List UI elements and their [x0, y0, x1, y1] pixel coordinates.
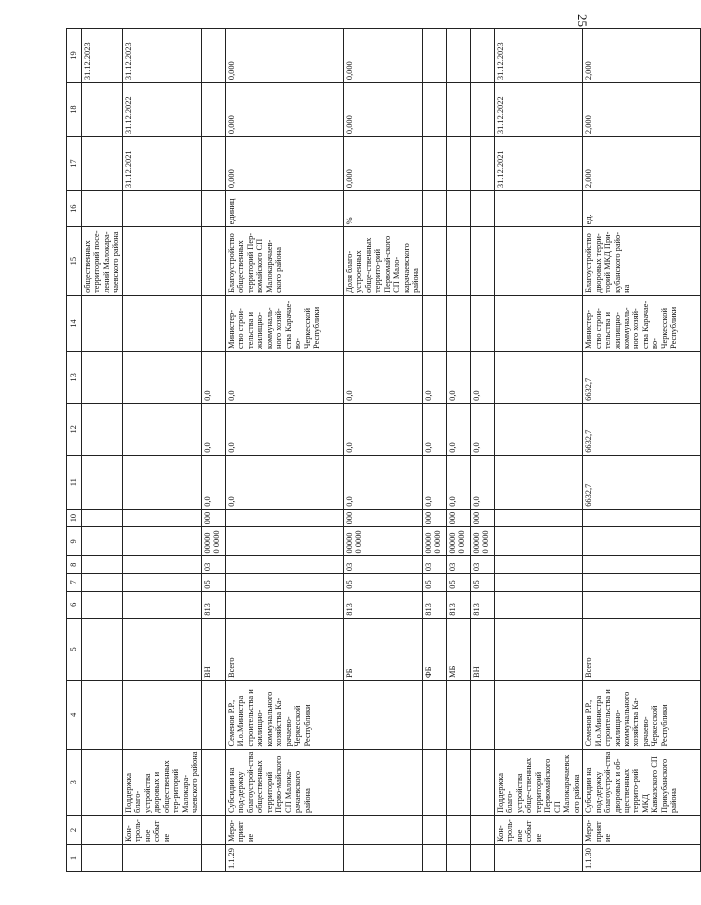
table-cell	[82, 574, 123, 592]
table-cell: единиц	[225, 191, 343, 227]
table-cell: Семенов Р.Р., И.о.Министра строительства и жилищно-коммунального хозяйства Ка-рачаево-Черкесской Республики	[225, 681, 343, 750]
table-cell	[225, 509, 343, 527]
table-cell: 03	[470, 556, 494, 574]
table-cell	[82, 295, 123, 351]
table-row	[583, 29, 701, 872]
table-cell: 05	[201, 574, 225, 592]
table-cell: 0,0	[422, 351, 446, 403]
col-header: 13	[67, 351, 82, 403]
table-cell	[122, 574, 201, 592]
col-header: 14	[67, 295, 82, 351]
table-cell: 000000 0000	[201, 527, 225, 556]
table-cell: Благоустройство общественных территорий Пер-вомайского СП Малокарачаев-ского района	[225, 227, 343, 296]
table-cell	[494, 191, 582, 227]
table-cell	[201, 29, 225, 83]
table-cell	[583, 574, 701, 592]
table-cell: 0,0	[446, 403, 470, 455]
col-header: 17	[67, 137, 82, 191]
table-cell: 0,0	[470, 403, 494, 455]
table-cell: 6632,7	[583, 351, 701, 403]
table-cell	[446, 295, 470, 351]
col-header: 4	[67, 681, 82, 750]
table-cell: 05	[422, 574, 446, 592]
table-cell: 2,000	[583, 137, 701, 191]
table-cell	[494, 845, 582, 872]
table-cell: Субсидии на под-держку благоустрой-ства общественных территорий Перво-майского СП Малока-рачаевского района	[225, 749, 343, 815]
col-header: 10	[67, 509, 82, 527]
table-cell: 813	[446, 591, 470, 618]
table-cell: Кон-троль-ное событие	[122, 815, 201, 844]
table-cell: 31.12.2021	[122, 137, 201, 191]
table-cell	[422, 83, 446, 137]
table-cell: 000	[343, 509, 422, 527]
table-cell	[122, 227, 201, 296]
table-cell	[82, 815, 123, 844]
table-cell	[470, 29, 494, 83]
table-cell: 000	[470, 509, 494, 527]
table-cell	[583, 556, 701, 574]
table-cell: 0,0	[343, 351, 422, 403]
table-cell	[343, 815, 422, 844]
table-cell: ВН	[201, 618, 225, 680]
table-cell	[201, 815, 225, 844]
table-cell	[225, 574, 343, 592]
table-cell: 000	[201, 509, 225, 527]
table-cell: 31.12.2023	[494, 29, 582, 83]
table-cell: 31.12.2023	[82, 29, 123, 83]
table-cell	[122, 351, 201, 403]
table-cell: 1.1.29	[225, 845, 343, 872]
table-cell	[82, 618, 123, 680]
table-cell	[82, 83, 123, 137]
table-cell: 0,0	[422, 403, 446, 455]
table-cell	[201, 137, 225, 191]
table-cell	[82, 455, 123, 509]
table-cell: Поддержка благо-устройства обще-ственных территорий Первомайского СП Малокарачаевского района	[494, 749, 582, 815]
table-row	[494, 29, 582, 872]
table-cell: 000	[422, 509, 446, 527]
table-cell: общественных территорий посе-лений Малокара-чаевского района	[82, 227, 123, 296]
table-cell: 0,0	[422, 455, 446, 509]
page-number: 25	[575, 14, 590, 27]
table-cell: 05	[470, 574, 494, 592]
table-cell	[225, 527, 343, 556]
table-cell: Субсидии на под-держку благоустрой-ства дворовых и об-щественных террито-рий МКД Кавказского СП Прикубанского района	[583, 749, 701, 815]
table-cell	[122, 509, 201, 527]
table-cell: 03	[343, 556, 422, 574]
table-cell: Доля благо-устроенных обще-ственных террито-рий Первомай-ского СП Мало-карачаевского района	[343, 227, 422, 296]
table-cell	[446, 83, 470, 137]
table-cell	[494, 527, 582, 556]
table-cell: 31.12.2022	[494, 83, 582, 137]
table-row	[343, 29, 422, 872]
col-header: 11	[67, 455, 82, 509]
table-cell	[422, 29, 446, 83]
table-cell	[343, 749, 422, 815]
table-row	[225, 29, 343, 872]
header-row	[67, 29, 82, 872]
table-cell: Поддержка благо-устройства дворовых и общественных тер-риторий Малокара-чаевского района	[122, 749, 201, 815]
table-cell	[122, 845, 201, 872]
table-cell: 31.12.2021	[494, 137, 582, 191]
col-header: 12	[67, 403, 82, 455]
table-cell: 31.12.2023	[122, 29, 201, 83]
table-row	[422, 29, 446, 872]
table-cell	[122, 618, 201, 680]
table-cell	[494, 227, 582, 296]
table-cell	[82, 191, 123, 227]
table-cell	[201, 295, 225, 351]
table-cell	[422, 137, 446, 191]
col-header: 2	[67, 815, 82, 844]
table-cell	[201, 227, 225, 296]
table-cell	[82, 681, 123, 750]
table-cell	[201, 191, 225, 227]
table-cell	[422, 815, 446, 844]
table-cell: 0,0	[225, 455, 343, 509]
table-cell: 1.1.30	[583, 845, 701, 872]
table-cell: 813	[422, 591, 446, 618]
table-cell: 000000 0000	[343, 527, 422, 556]
col-header: 16	[67, 191, 82, 227]
table-cell: Министер-ство строи-тельства и жилищно-коммуналь-ного хозяй-ства Карачае-во-Черкесской Республики	[583, 295, 701, 351]
table-cell: 0,0	[201, 455, 225, 509]
table-cell	[82, 556, 123, 574]
table-cell	[446, 681, 470, 750]
table-cell	[494, 295, 582, 351]
table-cell: 0,000	[225, 83, 343, 137]
table-row	[470, 29, 494, 872]
table-cell: 03	[422, 556, 446, 574]
table-cell: 813	[201, 591, 225, 618]
table-cell	[494, 403, 582, 455]
col-header: 5	[67, 618, 82, 680]
table-cell: 0,0	[446, 351, 470, 403]
table-cell	[82, 527, 123, 556]
table-cell	[122, 191, 201, 227]
table-cell	[470, 191, 494, 227]
table-cell: 000000 0000	[422, 527, 446, 556]
table-cell	[446, 137, 470, 191]
table-cell: 2,000	[583, 29, 701, 83]
table-cell	[82, 403, 123, 455]
table-cell	[201, 83, 225, 137]
table-cell: 000000 0000	[446, 527, 470, 556]
table-cell	[494, 591, 582, 618]
table-cell	[446, 815, 470, 844]
table-cell: 0,000	[225, 29, 343, 83]
table-cell: 05	[446, 574, 470, 592]
table-cell	[494, 556, 582, 574]
col-header: 19	[67, 29, 82, 83]
table-cell: Меро-приятие	[583, 815, 701, 844]
table-cell: %	[343, 191, 422, 227]
table-cell	[446, 227, 470, 296]
table-row	[122, 29, 201, 872]
table-cell	[122, 556, 201, 574]
table-cell	[422, 295, 446, 351]
rotated-page	[66, 28, 679, 872]
table-cell	[470, 749, 494, 815]
table-cell: 0,0	[201, 351, 225, 403]
table-cell: 0,0	[201, 403, 225, 455]
col-header: 3	[67, 749, 82, 815]
table-cell	[494, 681, 582, 750]
table-cell	[225, 591, 343, 618]
table-cell	[82, 351, 123, 403]
table-cell: 31.12.2022	[122, 83, 201, 137]
table-cell	[446, 191, 470, 227]
table-cell	[422, 749, 446, 815]
table-cell	[82, 509, 123, 527]
table-cell: 0,000	[343, 83, 422, 137]
table-cell: 0,0	[225, 403, 343, 455]
table-cell: 0,0	[225, 351, 343, 403]
table-cell	[470, 845, 494, 872]
table-cell	[494, 455, 582, 509]
table-cell	[446, 749, 470, 815]
col-header: 7	[67, 574, 82, 592]
table-cell	[422, 191, 446, 227]
col-header: 1	[67, 845, 82, 872]
col-header: 15	[67, 227, 82, 296]
table-cell: 000000 0000	[470, 527, 494, 556]
table-cell: 6632,7	[583, 455, 701, 509]
table-cell: 0,0	[470, 351, 494, 403]
table-cell: 0,000	[343, 137, 422, 191]
table-cell: Семенов Р.Р., И.о.Министра строительства и жилищно-коммунального хозяйства Ка-рачаево-Черкесской Республики	[583, 681, 701, 750]
table-cell	[201, 749, 225, 815]
table-cell: 0,0	[343, 403, 422, 455]
table-cell	[494, 351, 582, 403]
table-cell	[122, 295, 201, 351]
table-cell: 6632,7	[583, 403, 701, 455]
table-row	[446, 29, 470, 872]
table-cell	[82, 845, 123, 872]
table-cell	[122, 527, 201, 556]
table-cell	[470, 137, 494, 191]
table-cell: ФБ	[422, 618, 446, 680]
table-cell	[470, 815, 494, 844]
table-cell	[201, 681, 225, 750]
col-header: 6	[67, 591, 82, 618]
table-cell	[470, 295, 494, 351]
table-cell: 813	[470, 591, 494, 618]
table-cell	[122, 403, 201, 455]
table-cell	[422, 681, 446, 750]
table-cell	[422, 845, 446, 872]
table-cell	[583, 509, 701, 527]
table-row	[201, 29, 225, 872]
program-table	[66, 28, 701, 872]
table-cell: 813	[343, 591, 422, 618]
table-cell: 0,000	[343, 29, 422, 83]
table-cell	[446, 845, 470, 872]
table-row	[82, 29, 123, 872]
table-cell: 0,0	[343, 455, 422, 509]
table-cell: Всего	[583, 618, 701, 680]
table-cell: РБ	[343, 618, 422, 680]
table-cell	[494, 618, 582, 680]
table-cell	[343, 681, 422, 750]
table-cell: 0,0	[446, 455, 470, 509]
col-header: 8	[67, 556, 82, 574]
table-cell: 03	[201, 556, 225, 574]
table-cell: ед.	[583, 191, 701, 227]
table-cell: МБ	[446, 618, 470, 680]
table-cell	[122, 455, 201, 509]
table-cell: 05	[343, 574, 422, 592]
table-cell	[583, 527, 701, 556]
table-cell	[583, 591, 701, 618]
table-cell	[422, 227, 446, 296]
table-cell	[343, 845, 422, 872]
table-cell	[122, 591, 201, 618]
table-cell: 03	[446, 556, 470, 574]
table-cell	[82, 137, 123, 191]
table-cell: ВН	[470, 618, 494, 680]
table-cell: Меро-приятие	[225, 815, 343, 844]
table-cell	[470, 83, 494, 137]
table-cell: Министер-ство строи-тельства и жилищно-коммуналь-ного хозяй-ства Карачае-во-Черкесской Республики	[225, 295, 343, 351]
table-cell	[470, 227, 494, 296]
table-cell: 0,000	[225, 137, 343, 191]
table-cell: 000	[446, 509, 470, 527]
table-cell	[201, 845, 225, 872]
table-cell	[470, 681, 494, 750]
table-cell	[494, 509, 582, 527]
col-header: 18	[67, 83, 82, 137]
table-cell: 2,000	[583, 83, 701, 137]
table-cell: Кон-троль-ное событие	[494, 815, 582, 844]
table-cell: 0,0	[470, 455, 494, 509]
table-cell	[82, 749, 123, 815]
table-cell	[82, 591, 123, 618]
table-cell: Всего	[225, 618, 343, 680]
table-cell: Благоустройство дворовых терри-торий МКД При-кубанского райо-на	[583, 227, 701, 296]
table-cell	[446, 29, 470, 83]
col-header: 9	[67, 527, 82, 556]
table-cell	[225, 556, 343, 574]
table-cell	[494, 574, 582, 592]
table-cell	[122, 681, 201, 750]
table-cell	[343, 295, 422, 351]
